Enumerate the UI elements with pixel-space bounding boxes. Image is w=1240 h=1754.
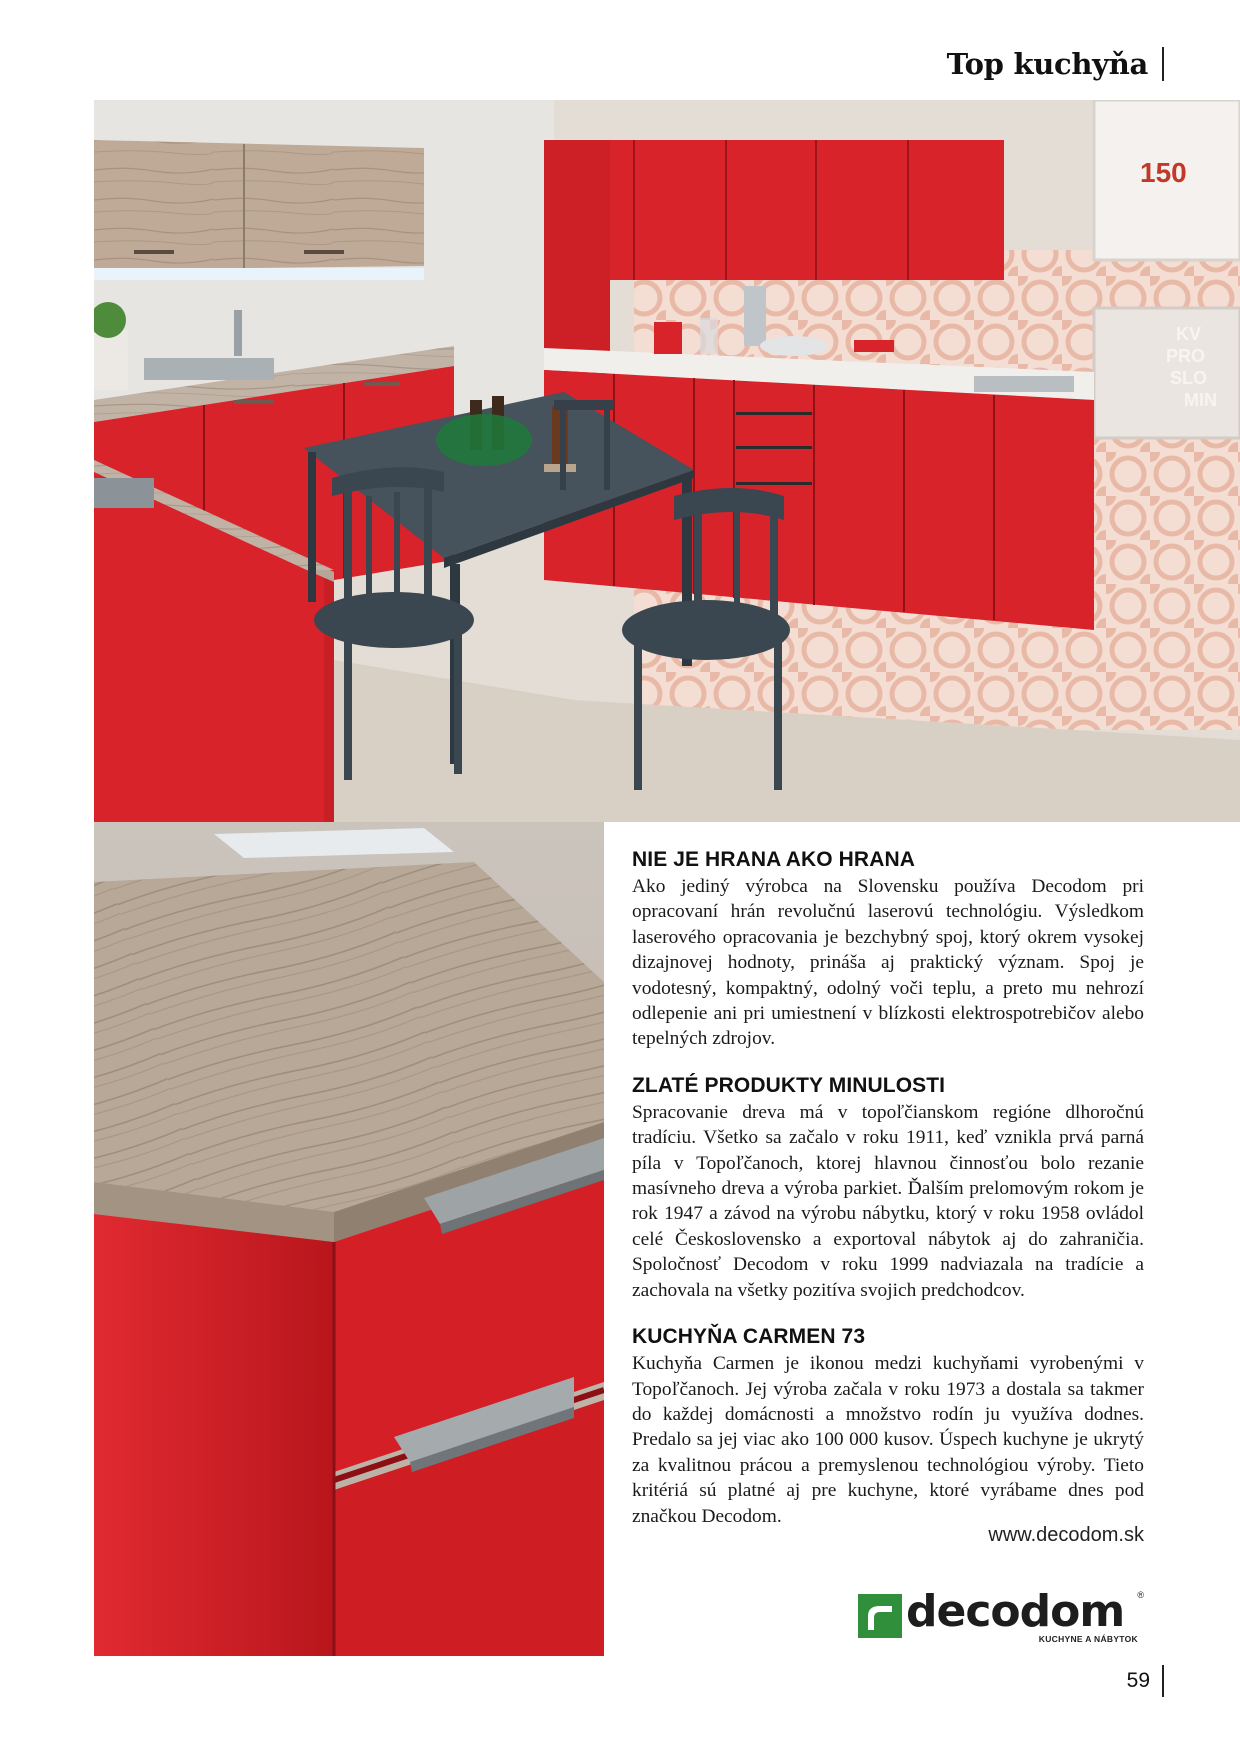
- website-link[interactable]: www.decodom.sk: [988, 1524, 1144, 1546]
- poster-line-1: KV: [1176, 324, 1202, 344]
- section-heading: KUCHYŇA CARMEN 73: [632, 1325, 866, 1349]
- countertop-detail-photo: [94, 822, 604, 1656]
- countertop-illustration: [94, 822, 604, 1656]
- section-heading: ZLATÉ PRODUKTY MINULOSTI: [632, 1073, 946, 1097]
- kitchen-illustration: [94, 100, 1240, 822]
- section-laser-edge: [632, 848, 1144, 1052]
- poster-line-4: MIN: [1184, 390, 1217, 410]
- section-body: Spracovanie dreva má v topoľčianskom regióne dlhoročnú tradíciu. Všetko sa začalo v roku 1911, keď vznikla prvá parná píla v Topoľčanoch, ktorej hlavnou činnosťou bolo rezanie masívneho dreva a výroba parkiet. Ďalším prelomovým rokom je rok 1947 a závod na výrobu nábytku, ktorý v roku 1958 ovládol celé Československo a exportoval nábytok aj do zahraničia. Spoločnosť Decodom v roku 1999 nadviazala na tradície a zachovala na všetky pozitíva svojich predchodcov.: [632, 1101, 1144, 1301]
- section-body: Ako jediný výrobca na Slovensku používa Decodom pri opracovaní hrán revolučnú laserovú technológiu. Výsledkom laserového opracovania je bezchybný spoj, ktorý okrem vysokej dizajnovej hodnoty, prináša aj praktický význam. Spoj je vodotesný, kompaktný, odolný voči teplu, a preto mu nehrozí odlepenie ani pri umiestnení v blízkosti elektrospotrebičov alebo tepelných zdrojov.: [632, 876, 1144, 1050]
- logo-registered: ®: [1137, 1590, 1144, 1600]
- header-divider: [1162, 47, 1164, 81]
- logo-tagline: KUCHYNE A NÁBYTOK: [1038, 1634, 1138, 1644]
- poster-line-2: PRO: [1166, 346, 1206, 366]
- poster-number: 150: [1140, 157, 1187, 188]
- page-number: 59: [1126, 1669, 1150, 1692]
- decodom-logo: [858, 1586, 1146, 1644]
- page-header: [947, 44, 1164, 84]
- logo-mark-icon: [858, 1594, 902, 1638]
- poster-line-3: SLO: [1170, 368, 1208, 388]
- section-heading: NIE JE HRANA AKO HRANA: [632, 848, 915, 871]
- footer-divider: [1162, 1665, 1164, 1697]
- logo-wordmark: decodom: [906, 1586, 1125, 1637]
- page-footer: [1127, 1665, 1164, 1697]
- page-title: Top kuchyňa: [946, 47, 1148, 81]
- kitchen-photo: [94, 100, 1240, 822]
- section-golden-products: [632, 1074, 1144, 1303]
- article: [632, 848, 1144, 1551]
- section-carmen-73: [632, 1325, 1144, 1529]
- section-body: Kuchyňa Carmen je ikonou medzi kuchyňami vyrobenými v Topoľčanoch. Jej výroba začala v roku 1973 a dostala sa takmer do každej domácnosti a množstvo rodín ju využíva dodnes. Predalo sa jej viac ako 100 000 kusov. Úspech kuchyne je ukrytý za kvalitnou prácou a premyslenou technológiou výroby. Tieto kritériá sú platné aj pre kuchyne, ktoré vyrábame dnes pod značkou Decodom.: [632, 1353, 1144, 1527]
